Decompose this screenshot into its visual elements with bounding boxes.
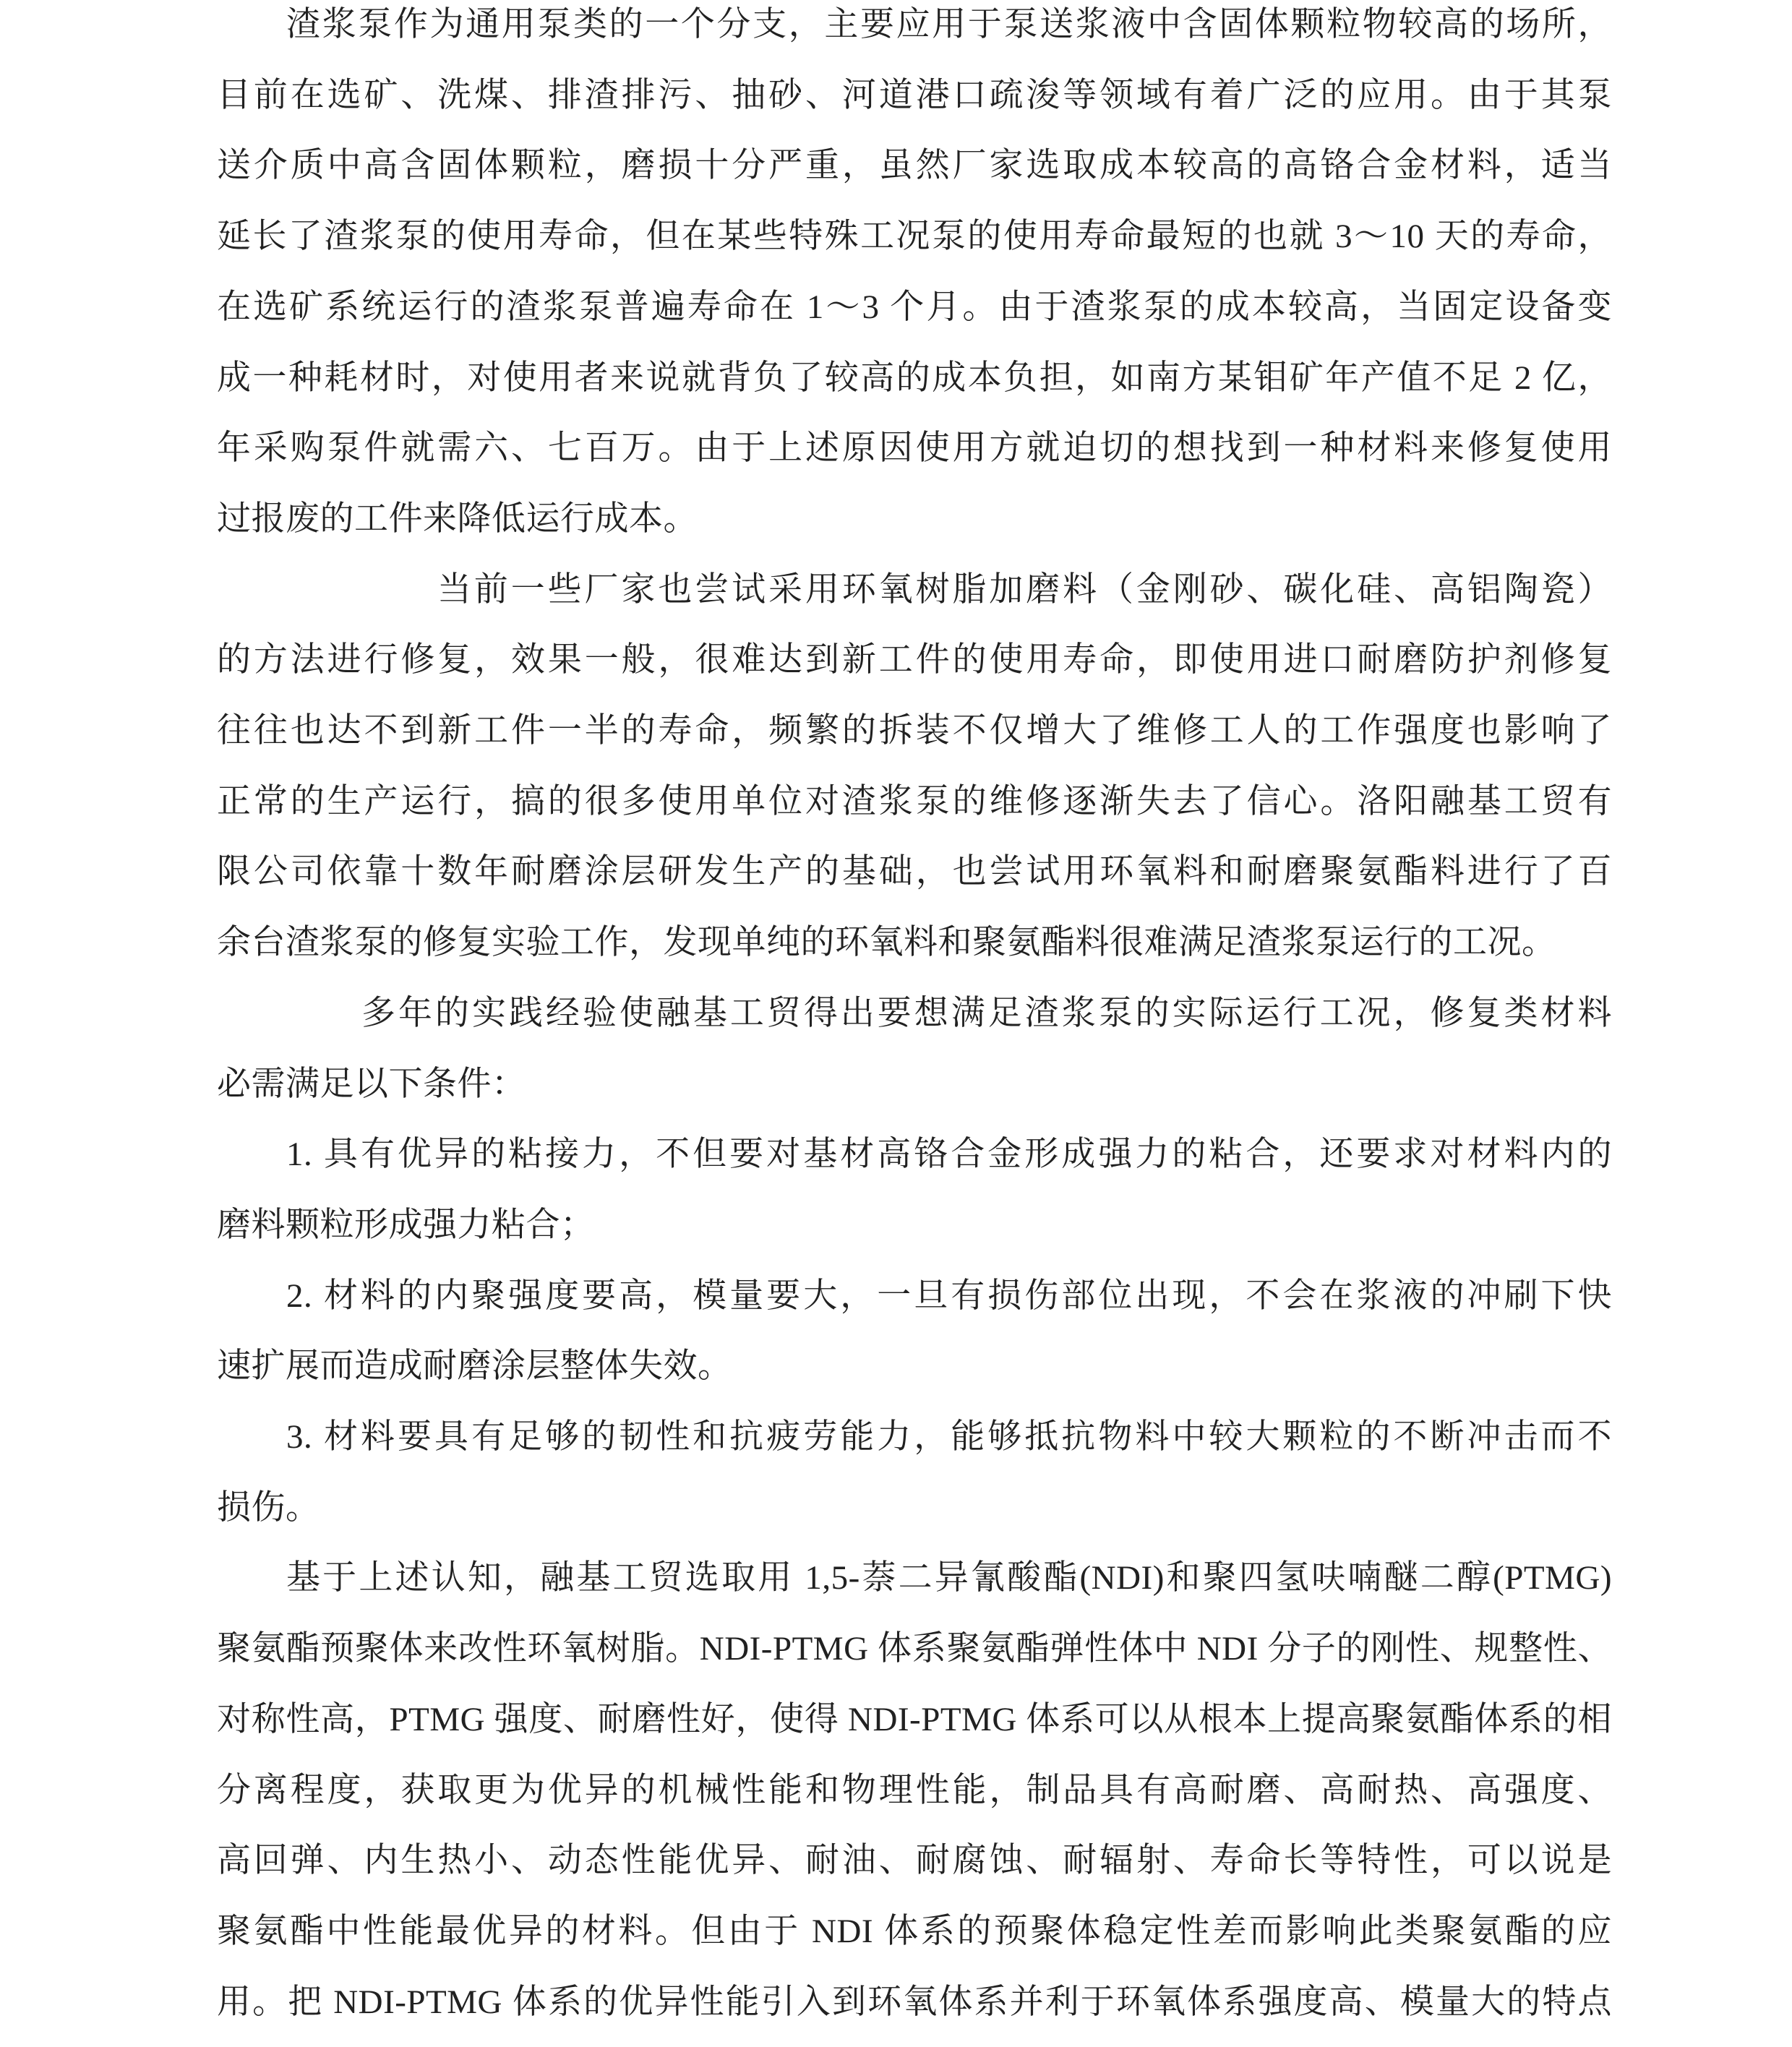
text-line: 分离程度，获取更为优异的机械性能和物理性能，制品具有高耐磨、高耐热、高强度、: [217, 1771, 1612, 1809]
text-line: 多年的实践经验使融基工贸得出要想满足渣浆泵的实际运行工况，修复类材料: [361, 994, 1612, 1032]
text-line: 3. 材料要具有足够的韧性和抗疲劳能力，能够抵抗物料中较大颗粒的不断冲击而不: [286, 1418, 1612, 1456]
text-line: 用。把 NDI-PTMG 体系的优异性能引入到环氧体系并利于环氧体系强度高、模量大的特点: [217, 1983, 1612, 2021]
text-line: 渣浆泵作为通用泵类的一个分支，主要应用于泵送浆液中含固体颗粒物较高的场所，: [286, 6, 1612, 43]
text-line: 限公司依靠十数年耐磨涂层研发生产的基础，也尝试用环氧料和耐磨聚氨酯料进行了百: [217, 853, 1612, 891]
text-line: 必需满足以下条件：: [217, 1065, 526, 1103]
text-line: 损伤。: [217, 1488, 320, 1527]
text-line: 过报废的工件来降低运行成本。: [217, 499, 698, 538]
document-text-body: [217, 0, 1612, 2038]
text-line: 的方法进行修复，效果一般，很难达到新工件的使用寿命，即使用进口耐磨防护剂修复: [217, 641, 1612, 679]
text-line: 高回弹、内生热小、动态性能优异、耐油、耐腐蚀、耐辐射、寿命长等特性，可以说是: [217, 1842, 1612, 1880]
text-line: 速扩展而造成耐磨涂层整体失效。: [217, 1347, 732, 1386]
text-line: 对称性高，PTMG 强度、耐磨性好，使得 NDI-PTMG 体系可以从根本上提高聚氨酯体系的相: [217, 1700, 1612, 1738]
text-line: 成一种耗材时，对使用者来说就背负了较高的成本负担，如南方某钼矿年产值不足 2 亿，: [217, 359, 1612, 397]
text-line: 当前一些厂家也尝试采用环氧树脂加磨料（金刚砂、碳化硅、高铝陶瓷）: [437, 570, 1612, 609]
text-line: 年采购泵件就需六、七百万。由于上述原因使用方就迫切的想找到一种材料来修复使用: [217, 429, 1612, 468]
text-line: 目前在选矿、洗煤、排渣排污、抽砂、河道港口疏浚等领域有着广泛的应用。由于其泵: [217, 76, 1612, 114]
text-line: 基于上述认知，融基工贸选取用 1,5-萘二异氰酸酯(NDI)和聚四氢呋喃醚二醇(PTMG): [286, 1559, 1612, 1597]
text-line: 送介质中高含固体颗粒，磨损十分严重，虽然厂家选取成本较高的高铬合金材料，适当: [217, 147, 1612, 185]
text-line: 余台渣浆泵的修复实验工作，发现单纯的环氧料和聚氨酯料很难满足渣浆泵运行的工况。: [217, 924, 1556, 962]
text-line: 2. 材料的内聚强度要高，模量要大，一旦有损伤部位出现，不会在浆液的冲刷下快: [286, 1276, 1612, 1315]
text-line: 往往也达不到新工件一半的寿命，频繁的拆装不仅增大了维修工人的工作强度也影响了: [217, 712, 1612, 750]
text-line: 磨料颗粒形成强力粘合；: [217, 1206, 595, 1244]
text-line: 聚氨酯预聚体来改性环氧树脂。NDI-PTMG 体系聚氨酯弹性体中 NDI 分子的刚性、规整性、: [217, 1630, 1612, 1668]
text-line: 1. 具有优异的粘接力，不但要对基材高铬合金形成强力的粘合，还要求对材料内的: [286, 1136, 1612, 1174]
text-line: 聚氨酯中性能最优异的材料。但由于 NDI 体系的预聚体稳定性差而影响此类聚氨酯的应: [217, 1912, 1612, 1950]
text-line: 正常的生产运行，搞的很多使用单位对渣浆泵的维修逐渐失去了信心。洛阳融基工贸有: [217, 782, 1612, 820]
text-line: 在选矿系统运行的渣浆泵普遍寿命在 1～3 个月。由于渣浆泵的成本较高，当固定设备变: [217, 288, 1612, 326]
text-line: 延长了渣浆泵的使用寿命，但在某些特殊工况泵的使用寿命最短的也就 3～10 天的寿命，: [217, 218, 1612, 256]
